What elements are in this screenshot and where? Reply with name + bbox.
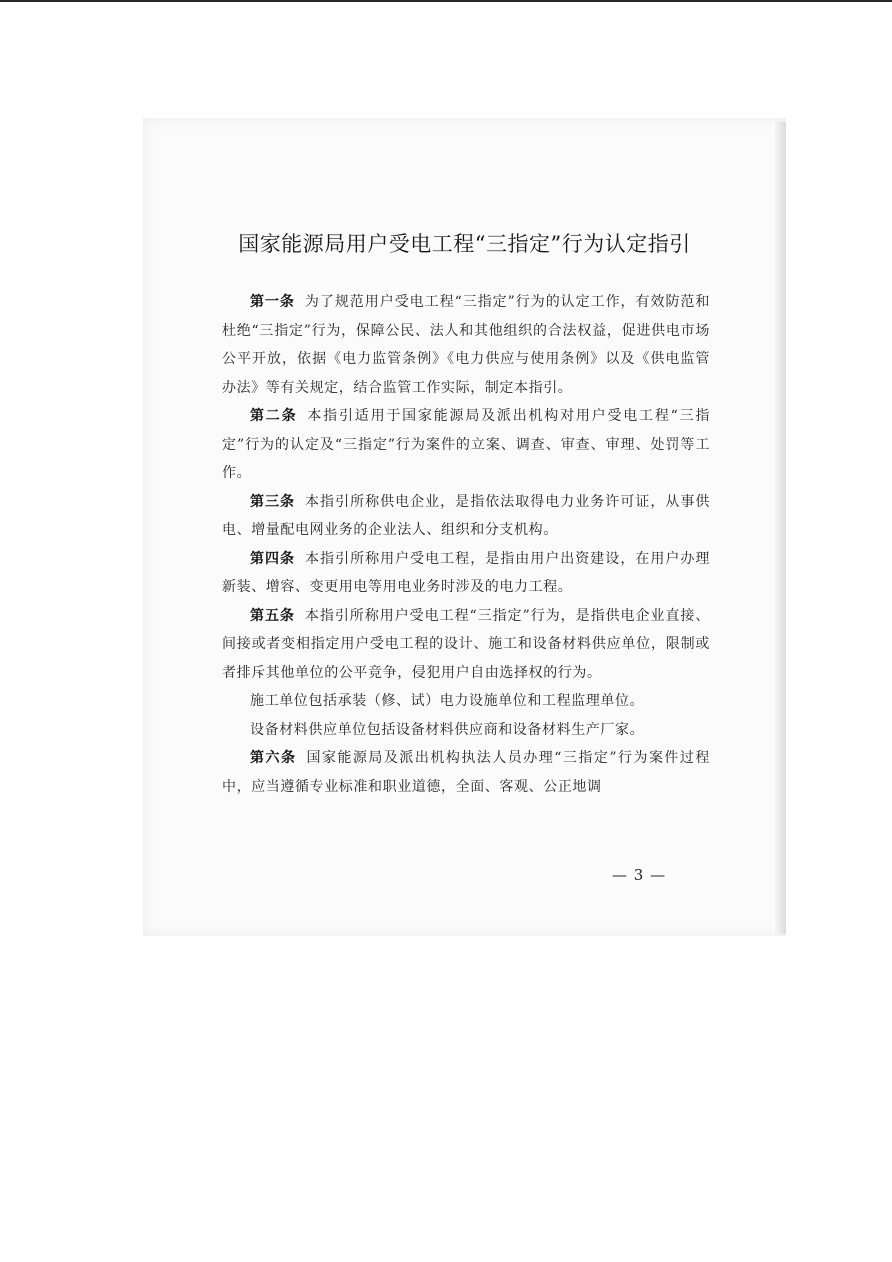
paragraph-text: 本指引所称供电企业，是指依法取得电力业务许可证，从事供电、增量配电网业务的企业法人、组织和分支机构。 xyxy=(222,493,710,538)
paragraph-text: 为了规范用户受电工程“三指定”行为的认定工作，有效防范和杜绝“三指定”行为，保障公民、法人和其他组织的合法权益，促进供电市场公平开放，依据《电力监管条例》《电力供应与使用条例》以及《供电监管办法》等有关规定，结合监管工作实际，制定本指引。 xyxy=(222,294,710,396)
paragraph-text: 国家能源局及派出机构执法人员办理“三指定”行为案件过程中，应当遵循专业标准和职业道德，全面、客观、公正地调 xyxy=(222,750,710,795)
paragraph-article-1 xyxy=(222,288,710,402)
paragraph-text: 设备材料供应单位包括设备材料供应商和设备材料生产厂家。 xyxy=(250,721,645,738)
paragraph-text: 本指引所称用户受电工程，是指由用户出资建设，在用户办理新装、增容、变更用电等用电业务时涉及的电力工程。 xyxy=(222,550,710,595)
paragraph-supply-units xyxy=(222,716,710,745)
article-number: 第四条 xyxy=(250,550,296,567)
paragraph-text: 施工单位包括承装（修、试）电力设施单位和工程监理单位。 xyxy=(250,693,645,709)
paragraph-article-3 xyxy=(222,488,710,545)
paragraph-article-4 xyxy=(222,545,710,602)
article-number: 第二条 xyxy=(250,408,298,424)
paragraph-text: 本指引适用于国家能源局及派出机构对用户受电工程“三指定”行为的认定及“三指定”行为案件的立案、调查、审查、审理、处罚等工作。 xyxy=(222,408,710,481)
article-number: 第六条 xyxy=(250,750,297,766)
paragraph-text: 本指引所称用户受电工程“三指定”行为，是指供电企业直接、间接或者变相指定用户受电工程的设计、施工和设备材料供应单位，限制或者排斥其他单位的公平竞争，侵犯用户自由选择权的行为。 xyxy=(222,607,710,681)
top-border-line xyxy=(0,0,892,2)
article-number: 第三条 xyxy=(250,493,296,510)
article-number: 第五条 xyxy=(250,607,295,624)
page-number: — 3 — xyxy=(612,866,667,884)
paragraph-construction-units xyxy=(222,687,710,716)
paragraph-article-6 xyxy=(222,744,710,801)
article-number: 第一条 xyxy=(250,294,295,310)
paragraph-article-2 xyxy=(222,402,710,488)
document-title: 国家能源局用户受电工程“三指定”行为认定指引 xyxy=(238,232,691,256)
document-body xyxy=(222,288,710,801)
paragraph-article-5 xyxy=(222,602,710,688)
